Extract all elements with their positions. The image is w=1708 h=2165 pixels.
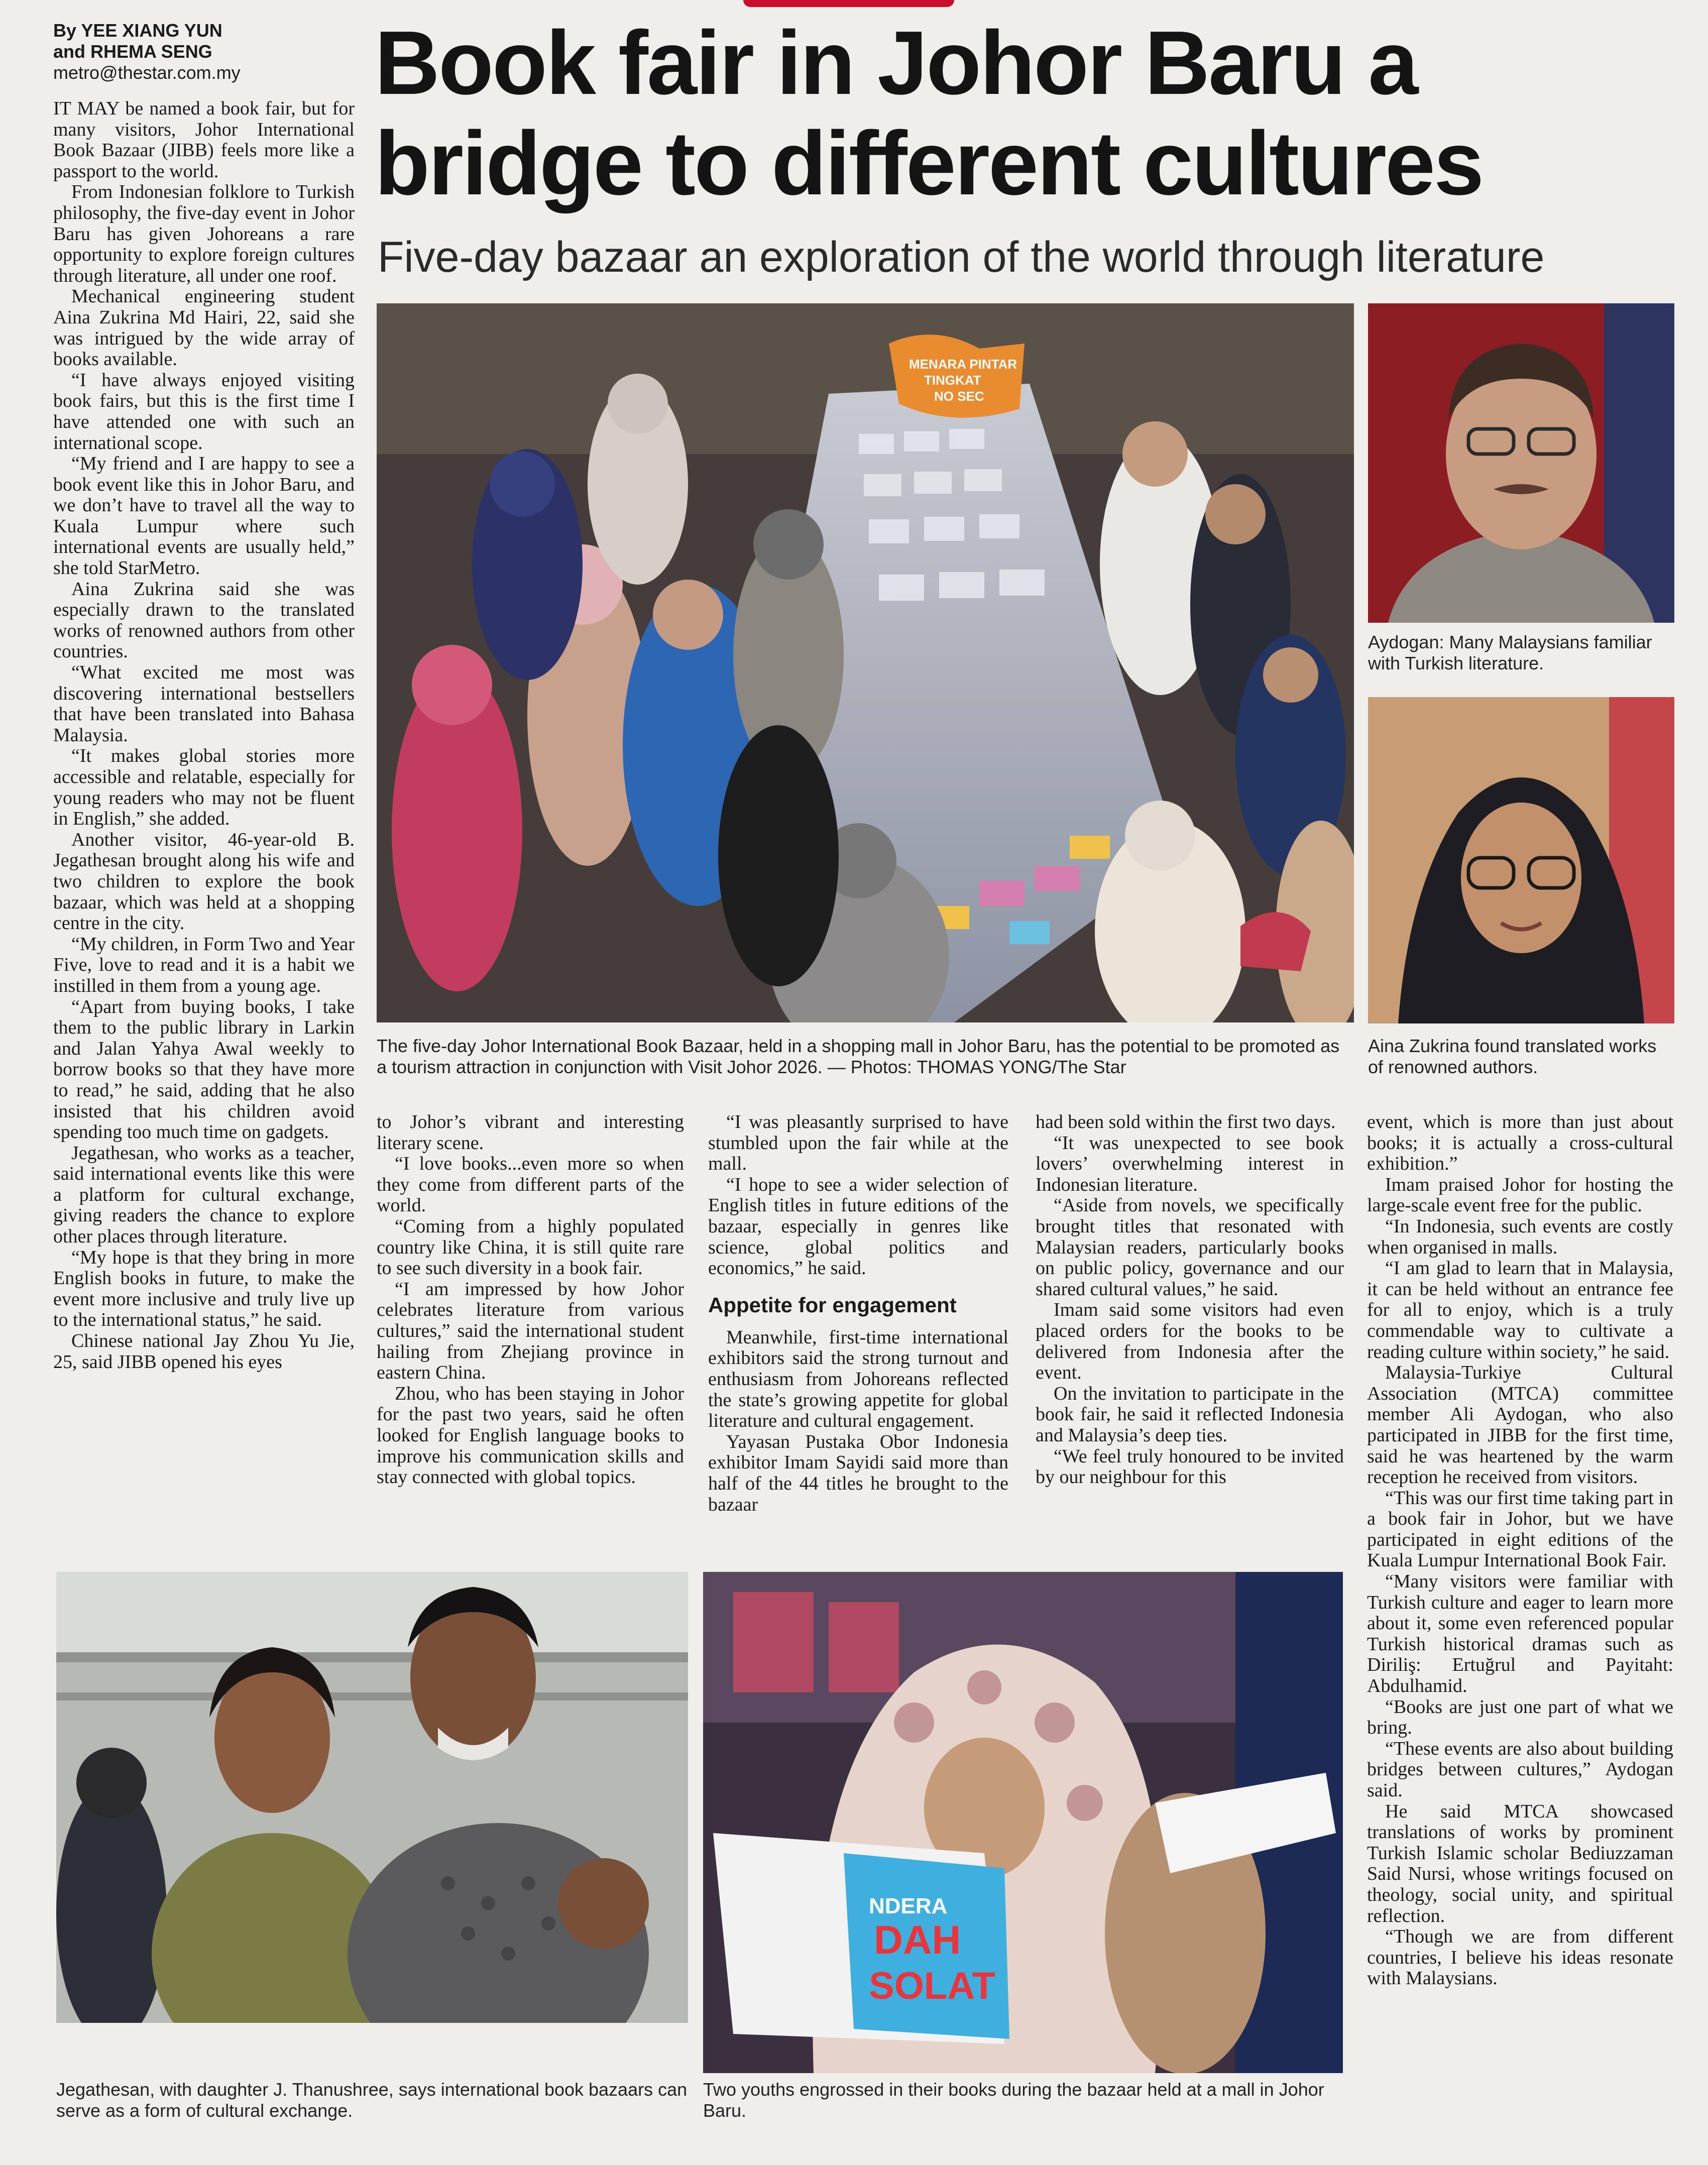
body-paragraph: Another visitor, 46-year-old B. Jegathesan brought along his wife and two children to explore the book bazaar, which was held at a shopping centre in the city. xyxy=(53,829,355,934)
caption-aina-zukrina: Aina Zukrina found translated works of renowned authors. xyxy=(1368,1036,1657,1077)
caption-main-photo: The five-day Johor International Book Bazaar, held in a shopping mall in Johor Baru, has the potential to be promoted as a tourism attraction in conjunction with Visit Johor 2026. — Photos: THOMAS YONG/The Star xyxy=(377,1036,1340,1077)
body-paragraph: “My hope is that they bring in more English books in future, to make the event more inclusive and truly live up to the international status,” he said. xyxy=(53,1246,355,1331)
body-paragraph: Imam praised Johor for hosting the large-scale event free for the public. xyxy=(1367,1174,1673,1216)
body-paragraph: “These events are also about building bridges between cultures,” Aydogan said. xyxy=(1367,1738,1673,1801)
comic-title-3: SOLAT xyxy=(869,1965,995,2007)
body-paragraph: On the invitation to participate in the book fair, he said it reflected Indonesia and Malaysia’s deep ties. xyxy=(1036,1383,1344,1446)
body-paragraph: “In Indonesia, such events are costly when organised in malls. xyxy=(1367,1215,1673,1258)
caption-youths: Two youths engrossed in their books during the bazaar held at a mall in Johor Baru. xyxy=(703,2079,1324,2121)
byline-author-1: By YEE XIANG YUN xyxy=(53,20,222,41)
body-paragraph: event, which is more than just about books; it is actually a cross-cultural exhibition.” xyxy=(1367,1111,1673,1175)
body-paragraph: IT MAY be named a book fair, but for many visitors, Johor International Book Bazaar (JIBB) feels more like a passport to the world. xyxy=(53,98,355,182)
body-paragraph: had been sold within the first two days. xyxy=(1036,1111,1336,1132)
portrait-photo-aydogan xyxy=(1368,303,1674,623)
main-photo-book-fair-crowd xyxy=(377,303,1354,1022)
body-paragraph: “What excited me most was discovering international bestsellers that have been translated into Bahasa Malaysia. xyxy=(53,662,355,746)
body-paragraph: Imam said some visitors had even placed orders for the books to be delivered from Indonesia after the event. xyxy=(1036,1299,1344,1384)
portrait-photo-aina-zukrina xyxy=(1368,697,1674,1023)
body-paragraph: From Indonesian folklore to Turkish philosophy, the five-day event in Johor Baru has given Johoreans a rare opportunity to explore foreign cultures through literature, all under one roof. xyxy=(53,181,355,286)
body-column-5 xyxy=(1367,1112,1673,1989)
body-column-1 xyxy=(53,98,355,1373)
body-column-2 xyxy=(377,1112,684,1488)
body-paragraph: Aina Zukrina said she was especially drawn to the translated works of renowned authors from other countries. xyxy=(53,578,355,662)
body-paragraph: to Johor’s vibrant and interesting literary scene. xyxy=(377,1111,684,1154)
body-paragraph: Zhou, who has been staying in Johor for the past two years, said he often looked for English language books to improve his communication skills and stay connected with global topics. xyxy=(377,1383,684,1488)
body-paragraph: Meanwhile, first-time international exhibitors said the strong turnout and enthusiasm from Johoreans reflected the state’s growing appetite for global literature and cultural engagement. xyxy=(708,1326,1008,1432)
body-paragraph: “It was unexpected to see book lovers’ overwhelming interest in Indonesian literature. xyxy=(1036,1132,1344,1195)
comic-book xyxy=(713,1833,1009,2044)
body-paragraph: Jegathesan, who works as a teacher, said international events like this were a platform for cultural exchange, giving readers the chance to explore other places through literature. xyxy=(53,1142,355,1247)
banner-text-1: MENARA PINTAR xyxy=(909,357,1017,372)
body-column-3 xyxy=(708,1112,1008,1515)
body-paragraph: “Apart from buying books, I take them to the public library in Larkin and Jalan Yahya Awal weekly to borrow books so that they have more to read,” he said, adding that he also insisted that his children avoid spending too much time on gadgets. xyxy=(53,996,355,1143)
body-paragraph: “I was pleasantly surprised to have stumbled upon the fair while at the mall. xyxy=(708,1111,1008,1175)
standfirst: Five-day bazaar an exploration of the world through literature xyxy=(378,233,1545,281)
body-paragraph: “Though we are from different countries, I believe his ideas resonate with Malaysians. xyxy=(1367,1926,1673,1989)
body-paragraph: “I am impressed by how Johor celebrates literature from various cultures,” said the international student hailing from Zhejiang province in eastern China. xyxy=(377,1278,684,1384)
body-paragraph: “Many visitors were familiar with Turkish culture and eager to learn more about it, some even referenced popular Turkish historical dramas such as Diriliş: Ertuğrul and Payitaht: Abdulhamid. xyxy=(1367,1571,1673,1697)
byline xyxy=(53,20,355,83)
body-paragraph: Chinese national Jay Zhou Yu Jie, 25, said JIBB opened his eyes xyxy=(53,1330,355,1373)
byline-email: metro@thestar.com.my xyxy=(53,62,241,83)
body-paragraph: “I love books...even more so when they come from different parts of the world. xyxy=(377,1153,684,1216)
body-paragraph: “I am glad to learn that in Malaysia, it can be held without an entrance fee for all to enjoy, which is a truly commendable way to cultivate a reading culture within society,” he said. xyxy=(1367,1258,1673,1362)
subhead: Appetite for engagement xyxy=(708,1293,957,1317)
fair-banner-sign xyxy=(889,334,1024,418)
headline-line-2: bridge to different cultures xyxy=(375,113,1483,214)
body-paragraph: “Books are just one part of what we bring. xyxy=(1367,1696,1673,1739)
body-paragraph: “It makes global stories more accessible and relatable, especially for young readers who may not be fluent in English,” she added. xyxy=(53,745,355,830)
byline-author-2: and RHEMA SENG xyxy=(53,41,212,62)
caption-aydogan: Aydogan: Many Malaysians familiar with Turkish literature. xyxy=(1368,632,1652,673)
body-paragraph: “I have always enjoyed visiting book fairs, but this is the first time I have attended one with such an international scope. xyxy=(53,369,355,453)
photo-jegathesan-and-daughter xyxy=(56,1572,688,2023)
headline xyxy=(375,13,1690,214)
banner-text-3: NO SEC xyxy=(934,389,984,404)
body-paragraph: “Coming from a highly populated country like China, it is still quite rare to see such diversity in a book fair. xyxy=(377,1215,684,1279)
body-paragraph: Malaysia-Turkiye Cultural Association (MTCA) committee member Ali Aydogan, who also participated in JIBB for the first time, said he was heartened by the warm reception he received from visitors. xyxy=(1367,1362,1673,1488)
body-paragraph: “My friend and I are happy to see a book event like this in Johor Baru, and we don’t have to travel all the way to Kuala Lumpur where such international events are usually held,” she told StarMetro. xyxy=(53,453,355,579)
comic-title-2: DAH xyxy=(874,1917,961,1962)
body-paragraph: “I hope to see a wider selection of English titles in future editions of the bazaar, especially in genres like science, global politics and economics,” he said. xyxy=(708,1174,1008,1279)
body-paragraph: “We feel truly honoured to be invited by our neighbour for this xyxy=(1036,1445,1344,1488)
photo-youths-reading xyxy=(703,1572,1343,2073)
body-paragraph: “This was our first time taking part in a book fair in Johor, but we have participated in eight editions of the Kuala Lumpur International Book Fair. xyxy=(1367,1487,1673,1571)
section-kicker-bar xyxy=(743,0,954,7)
caption-jegathesan: Jegathesan, with daughter J. Thanushree, says international book bazaars can serve as a form of cultural exchange. xyxy=(56,2079,688,2121)
body-column-4 xyxy=(1036,1112,1344,1488)
body-paragraph: “My children, in Form Two and Year Five, love to read and it is a habit we instilled in them from a young age. xyxy=(53,933,355,996)
body-paragraph: Mechanical engineering student Aina Zukrina Md Hairi, 22, said she was intrigued by the wide array of books available. xyxy=(53,286,355,370)
body-paragraph: He said MTCA showcased translations of works by prominent Turkish Islamic scholar Bediuzzaman Said Nursi, whose writings focused on theology, social unity, and spiritual reflection. xyxy=(1367,1800,1673,1926)
banner-text-2: TINGKAT xyxy=(924,373,981,388)
comic-title-1: NDERA xyxy=(869,1894,948,1918)
body-paragraph: Yayasan Pustaka Obor Indonesia exhibitor Imam Sayidi said more than half of the 44 titles he brought to the bazaar xyxy=(708,1431,1008,1515)
body-paragraph: “Aside from novels, we specifically brought titles that resonated with Malaysian readers, particularly books on public policy, governance and our shared cultural values,” he said. xyxy=(1036,1195,1344,1300)
headline-line-1: Book fair in Johor Baru a xyxy=(375,13,1417,113)
